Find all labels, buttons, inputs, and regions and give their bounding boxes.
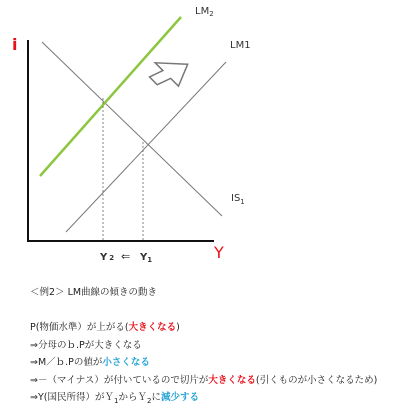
note-line-4: ⇒－（マイナス）が付いているので切片が大きくなる(引くものが小さくなるため) xyxy=(30,374,378,386)
shift-direction-arrow: ⇐ xyxy=(121,250,131,263)
note-line-1: P(物価水準）が上がる(大きくなる) xyxy=(30,322,180,333)
notes-title: ＜例2＞ LM曲線の傾きの動き xyxy=(30,287,158,298)
lm2-label: $LM_2$ xyxy=(195,6,214,18)
axis-y-label: i xyxy=(12,35,18,54)
is-curve xyxy=(42,42,222,216)
lm2-curve xyxy=(40,17,181,176)
is-label: $IS_1$ xyxy=(231,193,245,206)
explanation-notes xyxy=(30,284,377,410)
y1-tick-label: $Y_1$ xyxy=(140,252,153,264)
note-line-5: ⇒Y(国民所得）がＹ$_1$からＹ$_2$に減少する xyxy=(30,392,199,405)
note-line-2: ⇒分母のｂ.Pが大きくなる xyxy=(30,339,142,351)
axis-x-label: Y xyxy=(214,243,224,262)
y2-tick-label: Y 2 xyxy=(100,252,115,263)
notes-spacer xyxy=(30,302,377,320)
lm1-label: LM1 xyxy=(230,40,251,51)
note-line-3: ⇒M／ｂ.Pの値が小さくなる xyxy=(30,357,150,368)
lm1-curve xyxy=(66,62,226,232)
shift-arrow-icon xyxy=(145,47,194,96)
